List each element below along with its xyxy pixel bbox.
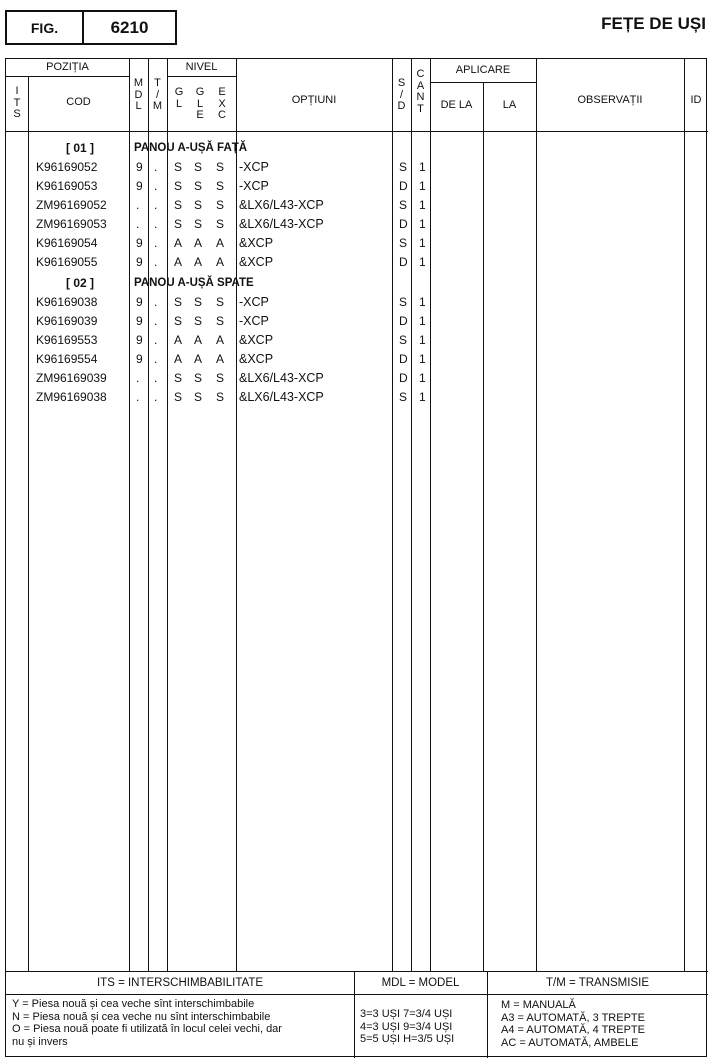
- gle-value: S: [194, 217, 203, 231]
- grid-line: [483, 82, 484, 971]
- gl-value: A: [174, 255, 183, 269]
- exc-value: S: [216, 314, 225, 328]
- mdl-value: .: [136, 217, 140, 231]
- exc-value: A: [216, 255, 225, 269]
- part-code: K96169038: [36, 295, 98, 309]
- option-value: -XCP: [239, 160, 269, 174]
- exc-value: A: [216, 352, 225, 366]
- col-its: [6, 86, 28, 121]
- qty-value: 1: [419, 314, 426, 328]
- exc-value: S: [216, 217, 225, 231]
- part-code: ZM96169052: [36, 198, 107, 212]
- legend-tm-text: M = MANUALĂ A3 = AUTOMATĂ, 3 TREPTE A4 = AUTOMATĂ, 4 TREPTE AC = AUTOMATĂ, AMBELE: [501, 999, 645, 1049]
- mdl-value: 9: [136, 333, 143, 347]
- tm-value: .: [154, 352, 158, 366]
- col-gle-letter: G: [195, 86, 205, 98]
- part-code: K96169553: [36, 333, 98, 347]
- parts-table: [5, 58, 707, 1057]
- legend-its-text: Y = Piesa nouă și cea veche sînt interschimbabile N = Piesa nouă și cea veche nu sînt interschimbabile O = Piesa nouă poate fi utilizată în locul celei vechi, dar nu și invers: [12, 998, 282, 1048]
- figure-box: [5, 10, 177, 45]
- gl-value: A: [174, 352, 183, 366]
- gl-value: S: [174, 160, 183, 174]
- exc-value: S: [216, 371, 225, 385]
- qty-value: 1: [419, 198, 426, 212]
- col-tm: [148, 78, 167, 113]
- option-value: -XCP: [239, 295, 269, 309]
- sd-value: D: [399, 352, 408, 366]
- tm-value: .: [154, 295, 158, 309]
- gl-value: S: [174, 390, 183, 404]
- sd-value: D: [399, 255, 408, 269]
- col-sd-letter: S: [397, 77, 406, 89]
- legend-mdl-text: [334, 1008, 484, 1046]
- grid-line: [430, 59, 431, 971]
- gle-value: S: [194, 179, 203, 193]
- mdl-value: .: [136, 371, 140, 385]
- gle-value: S: [194, 198, 203, 212]
- mdl-value: .: [136, 198, 140, 212]
- gl-value: A: [174, 236, 183, 250]
- tm-value: .: [154, 371, 158, 385]
- qty-value: 1: [419, 352, 426, 366]
- mdl-value: 9: [136, 255, 143, 269]
- mdl-value: 9: [136, 314, 143, 328]
- gle-value: S: [194, 371, 203, 385]
- grid-line: [28, 76, 29, 971]
- sd-value: D: [399, 217, 408, 231]
- sd-value: S: [399, 295, 408, 309]
- grid-line: [536, 59, 537, 971]
- sd-value: D: [399, 179, 408, 193]
- tm-value: .: [154, 390, 158, 404]
- grid-line: [6, 994, 708, 995]
- tm-value: .: [154, 179, 158, 193]
- col-mdl-letter: D: [134, 88, 143, 101]
- option-value: &XCP: [239, 255, 274, 269]
- sd-value: S: [399, 198, 408, 212]
- section-title: PANOU A-UȘĂ SPATE: [134, 277, 254, 289]
- legend-mdl-body: 3=3 UȘI 7=3/4 UȘI 4=3 UȘI 9=3/4 UȘI 5=5 UȘI H=3/5 UȘI: [360, 1008, 455, 1045]
- tm-value: .: [154, 314, 158, 328]
- part-code: ZM96169039: [36, 371, 107, 385]
- gl-value: S: [174, 295, 183, 309]
- col-mdl-letter: M: [133, 77, 144, 89]
- part-code: K96169554: [36, 352, 98, 366]
- exc-value: A: [216, 236, 225, 250]
- grid-line: [411, 59, 412, 971]
- exc-value: S: [216, 160, 225, 174]
- part-code: ZM96169038: [36, 390, 107, 404]
- figure-label: FIG.: [7, 12, 84, 43]
- col-sd: [392, 78, 411, 113]
- exc-value: S: [216, 295, 225, 309]
- gle-value: A: [194, 352, 203, 366]
- mdl-value: 9: [136, 160, 143, 174]
- gle-value: S: [194, 295, 203, 309]
- tm-value: .: [154, 236, 158, 250]
- col-cant-letter: T: [417, 102, 424, 115]
- col-de-la: DE LA: [440, 99, 473, 111]
- mdl-value: .: [136, 390, 140, 404]
- col-gle-letter: L: [196, 97, 204, 110]
- option-value: &LX6/L43-XCP: [239, 198, 324, 212]
- qty-value: 1: [419, 179, 426, 193]
- col-cant-letter: A: [416, 79, 425, 92]
- legend-its-title: ITS = INTERSCHIMBABILITATE: [96, 977, 264, 989]
- grid-line: [684, 59, 685, 971]
- sd-value: D: [399, 314, 408, 328]
- tm-value: .: [154, 160, 158, 174]
- sd-value: S: [399, 390, 408, 404]
- col-gl-letter: G: [174, 86, 184, 98]
- col-sd-letter: D: [397, 100, 406, 113]
- sd-value: D: [399, 371, 408, 385]
- option-value: -XCP: [239, 179, 269, 193]
- qty-value: 1: [419, 160, 426, 174]
- page-header: [0, 0, 714, 50]
- col-nivel: NIVEL: [185, 61, 218, 73]
- gle-value: S: [194, 314, 203, 328]
- qty-value: 1: [419, 217, 426, 231]
- mdl-value: 9: [136, 236, 143, 250]
- col-its-letter: I: [15, 85, 19, 97]
- legend-tm-title: T/M = TRANSMISIE: [546, 977, 649, 989]
- exc-value: S: [216, 198, 225, 212]
- col-exc-letter: X: [218, 97, 226, 110]
- part-code: K96169055: [36, 255, 98, 269]
- qty-value: 1: [419, 390, 426, 404]
- gle-value: S: [194, 160, 203, 174]
- col-sd-letter: /: [399, 88, 404, 101]
- col-gle-letter: E: [196, 109, 204, 122]
- tm-value: .: [154, 333, 158, 347]
- col-gl-letter: L: [175, 97, 183, 110]
- col-cant-letter: C: [416, 68, 425, 80]
- qty-value: 1: [419, 255, 426, 269]
- part-code: K96169052: [36, 160, 98, 174]
- col-observatii: OBSERVAȚII: [577, 94, 643, 106]
- section-title: PANOU A-UȘĂ FAȚĂ: [134, 142, 248, 154]
- grid-line: [167, 59, 168, 971]
- figure-number: 6210: [110, 17, 149, 37]
- col-gle: [190, 87, 210, 122]
- qty-value: 1: [419, 333, 426, 347]
- sd-value: S: [399, 236, 408, 250]
- option-value: -XCP: [239, 314, 269, 328]
- gl-value: A: [174, 333, 183, 347]
- gle-value: S: [194, 390, 203, 404]
- option-value: &LX6/L43-XCP: [239, 390, 324, 404]
- sd-value: S: [399, 333, 408, 347]
- tm-value: .: [154, 255, 158, 269]
- grid-line: [6, 76, 129, 77]
- gl-value: S: [174, 179, 183, 193]
- gl-value: S: [174, 217, 183, 231]
- part-code: K96169053: [36, 179, 98, 193]
- gl-value: S: [174, 371, 183, 385]
- option-value: &LX6/L43-XCP: [239, 217, 324, 231]
- part-code: K96169039: [36, 314, 98, 328]
- tm-value: .: [154, 198, 158, 212]
- tm-value: .: [154, 217, 158, 231]
- qty-value: 1: [419, 295, 426, 309]
- option-value: &XCP: [239, 333, 274, 347]
- grid-line: [6, 131, 708, 132]
- col-id: ID: [690, 94, 702, 106]
- exc-value: S: [216, 390, 225, 404]
- sd-value: S: [399, 160, 408, 174]
- col-its-letter: S: [13, 108, 21, 121]
- gl-value: S: [174, 314, 183, 328]
- section-code: [ 02 ]: [66, 276, 95, 290]
- legend-mdl-title: MDL = MODEL: [381, 977, 460, 989]
- col-tm-letter: M: [152, 100, 163, 113]
- col-exc-letter: E: [218, 86, 226, 98]
- grid-line: [6, 971, 708, 972]
- col-gl: [169, 87, 189, 110]
- col-aplicare: APLICARE: [455, 64, 511, 76]
- mdl-value: 9: [136, 295, 143, 309]
- col-cant-letter: N: [416, 91, 425, 104]
- col-mdl-letter: L: [135, 100, 142, 113]
- col-exc-letter: C: [218, 109, 226, 122]
- col-cant: [411, 69, 430, 115]
- col-its-letter: T: [13, 96, 21, 109]
- grid-line: [167, 76, 236, 77]
- gl-value: S: [174, 198, 183, 212]
- col-optiuni: OPȚIUNI: [291, 94, 337, 106]
- col-la: LA: [502, 99, 517, 111]
- page-title: FEȚE DE UȘI: [601, 14, 706, 33]
- grid-line: [148, 59, 149, 971]
- part-code: ZM96169053: [36, 217, 107, 231]
- option-value: &LX6/L43-XCP: [239, 371, 324, 385]
- col-cod: COD: [66, 96, 91, 108]
- exc-value: S: [216, 179, 225, 193]
- mdl-value: 9: [136, 352, 143, 366]
- col-tm-letter: /: [155, 88, 160, 101]
- qty-value: 1: [419, 236, 426, 250]
- col-mdl: [129, 78, 148, 113]
- gle-value: A: [194, 236, 203, 250]
- grid-line: [129, 59, 130, 971]
- grid-line: [236, 59, 237, 971]
- option-value: &XCP: [239, 352, 274, 366]
- exc-value: A: [216, 333, 225, 347]
- col-exc: [212, 87, 232, 122]
- grid-line: [392, 59, 393, 971]
- section-code: [ 01 ]: [66, 141, 95, 155]
- option-value: &XCP: [239, 236, 274, 250]
- col-tm-letter: T: [154, 77, 161, 89]
- qty-value: 1: [419, 371, 426, 385]
- part-code: K96169054: [36, 236, 98, 250]
- col-pozitia: POZIȚIA: [46, 61, 89, 73]
- gle-value: A: [194, 255, 203, 269]
- mdl-value: 9: [136, 179, 143, 193]
- gle-value: A: [194, 333, 203, 347]
